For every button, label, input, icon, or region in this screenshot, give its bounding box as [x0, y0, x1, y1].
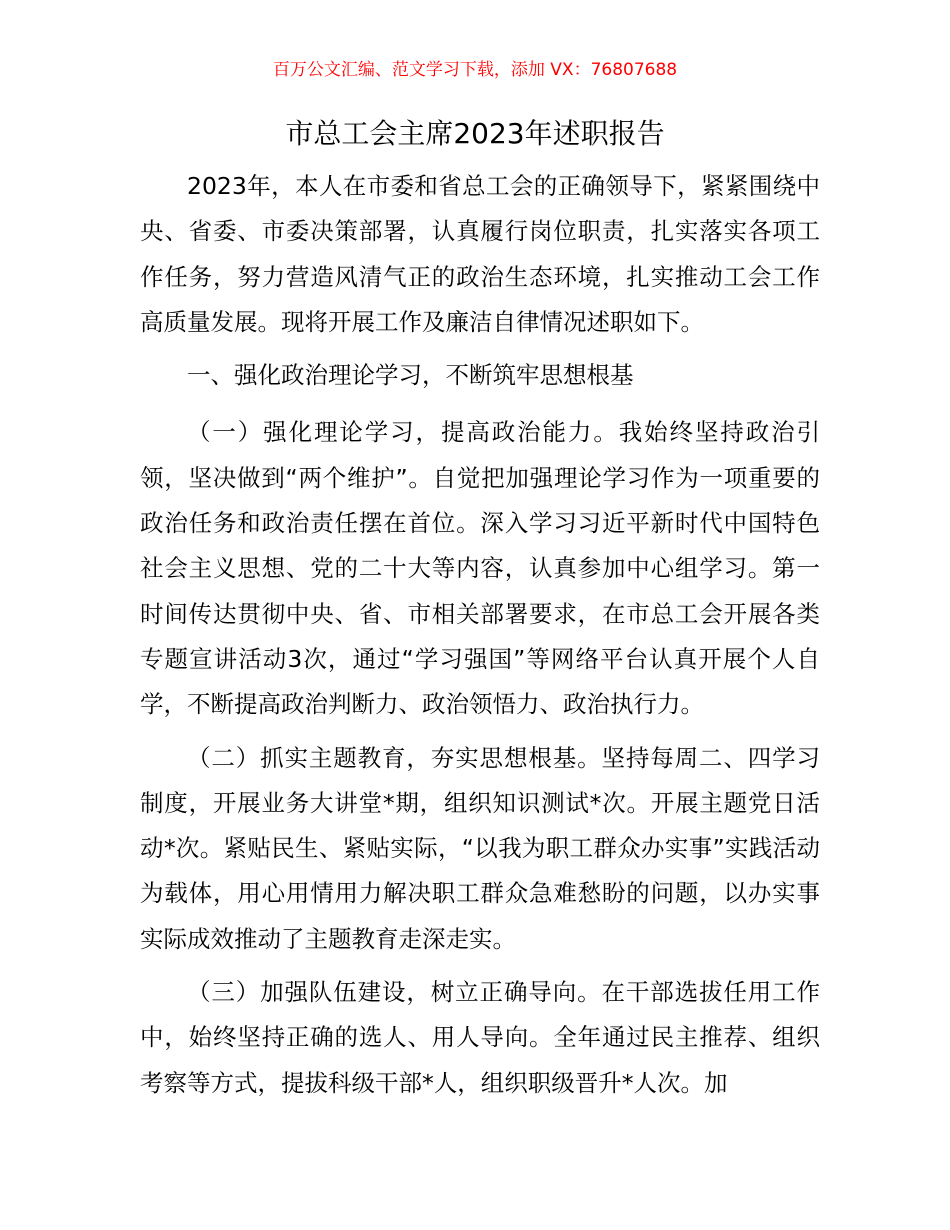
paragraph-3: （三）加强队伍建设，树立正确导向。在干部选拔任用工作中，始终坚持正确的选人、用人导向。全年通过民主推荐、组织考察等方式，提拔科级干部*人，组织职级晋升*人次。加	[140, 978, 820, 1097]
intro-paragraph: 2023年，本人在市委和省总工会的正确领导下，紧紧围绕中央、省委、市委决策部署，认真履行岗位职责，扎实落实各项工作任务，努力营造风清气正的政治生态环境，扎实推动工会工作高质量发展。现将开展工作及廉洁自律情况述职如下。	[140, 172, 820, 336]
section-heading: 一、强化政治理论学习，不断筑牢思想根基	[187, 361, 634, 390]
header-banner: 百万公文汇编、范文学习下载，添加 VX：76807688	[272, 60, 678, 80]
paragraph-1: （一）强化理论学习，提高政治能力。我始终坚持政治引领，坚决做到“两个维护”。自觉把加强理论学习作为一项重要的政治任务和政治责任摆在首位。深入学习习近平新时代中国特色社会主义思想、党的二十大等内容，认真参加中心组学习。第一时间传达贯彻中央、省、市相关部署要求，在市总工会开展各类专题宣讲活动3次，通过“学习强国”等网络平台认真开展个人自学，不断提高政治判断力、政治领悟力、政治执行力。	[140, 418, 820, 719]
paragraph-2: （二）抓实主题教育，夯实思想根基。坚持每周二、四学习制度，开展业务大讲堂*期，组织知识测试*次。开展主题党日活动*次。紧贴民生、紧贴实际，“以我为职工群众办实事”实践活动为载体，用心用情用力解决职工群众急难愁盼的问题，以办实事实际成效推动了主题教育走深走实。	[140, 743, 820, 953]
document-title: 市总工会主席2023年述职报告	[285, 117, 665, 150]
document-body	[140, 164, 820, 1114]
